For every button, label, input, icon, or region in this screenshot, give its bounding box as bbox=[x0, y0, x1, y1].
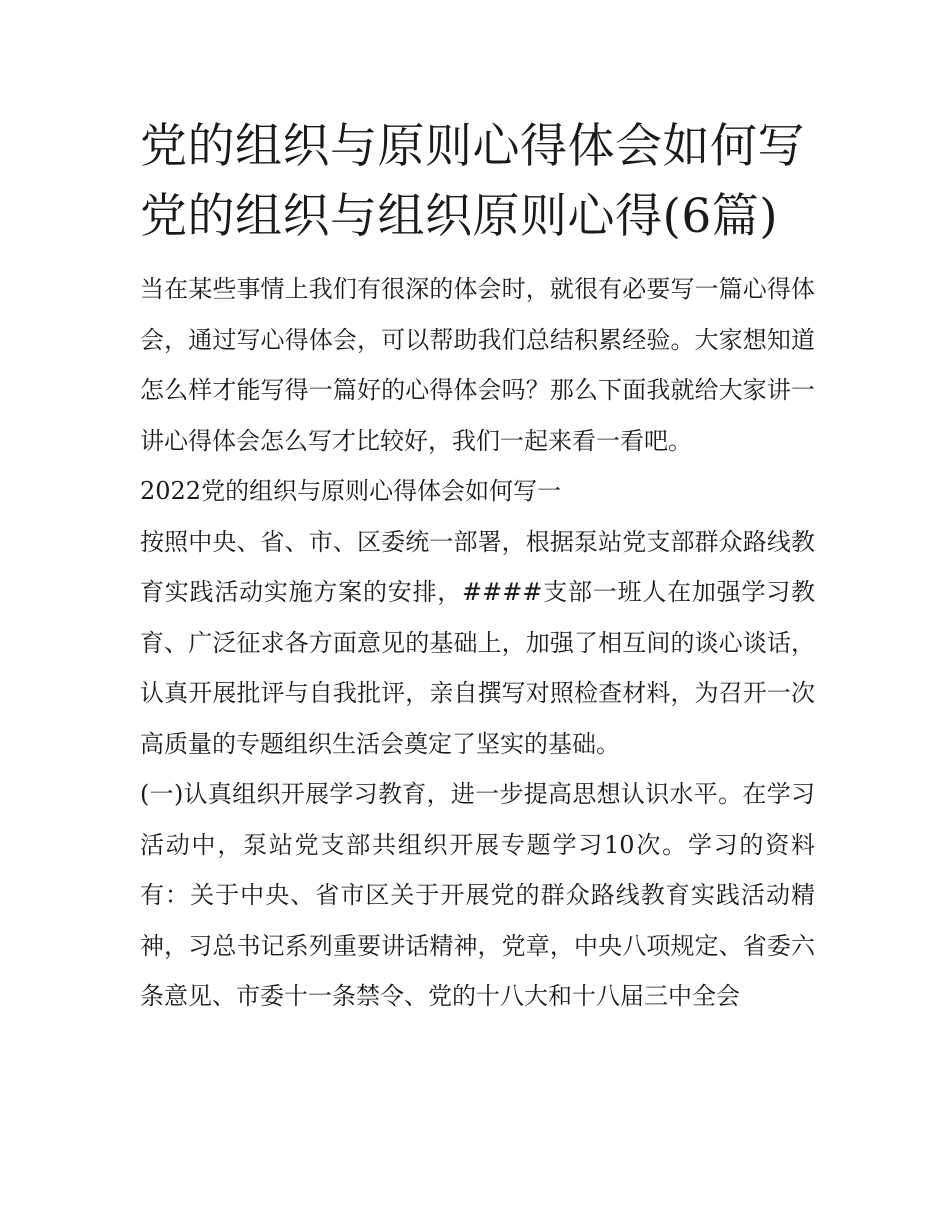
document-body bbox=[140, 264, 815, 1022]
document-title: 党的组织与原则心得体会如何写 党的组织与组织原则心得(6篇) bbox=[140, 119, 805, 244]
section-heading: 2022党的组织与原则心得体会如何写一 bbox=[140, 477, 562, 505]
body-paragraph: (一)认真组织开展学习教育，进一步提高思想认识水平。在学习活动中，泵站党支部共组织开展专题学习10次。学习的资料有：关于中央、省市区关于开展党的群众路线教育实践活动精神，习总书记系列重要讲话精神，党章，中央八项规定、省委六条意见、市委十一条禁令、党的十八大和十八届三中全会 bbox=[140, 780, 815, 1010]
document-content bbox=[140, 112, 815, 1022]
intro-paragraph: 当在某些事情上我们有很深的体会时，就很有必要写一篇心得体会，通过写心得体会，可以帮助我们总结积累经验。大家想知道怎么样才能写得一篇好的心得体会吗？那么下面我就给大家讲一讲心得体会怎么写才比较好，我们一起来看一看吧。 bbox=[140, 275, 815, 455]
body-paragraph: 按照中央、省、市、区委统一部署，根据泵站党支部群众路线教育实践活动实施方案的安排，####支部一班人在加强学习教育、广泛征求各方面意见的基础上，加强了相互间的谈心谈话，认真开展批评与自我批评，亲自撰写对照检查材料，为召开一次高质量的专题组织生活会奠定了坚实的基础。 bbox=[140, 527, 815, 758]
